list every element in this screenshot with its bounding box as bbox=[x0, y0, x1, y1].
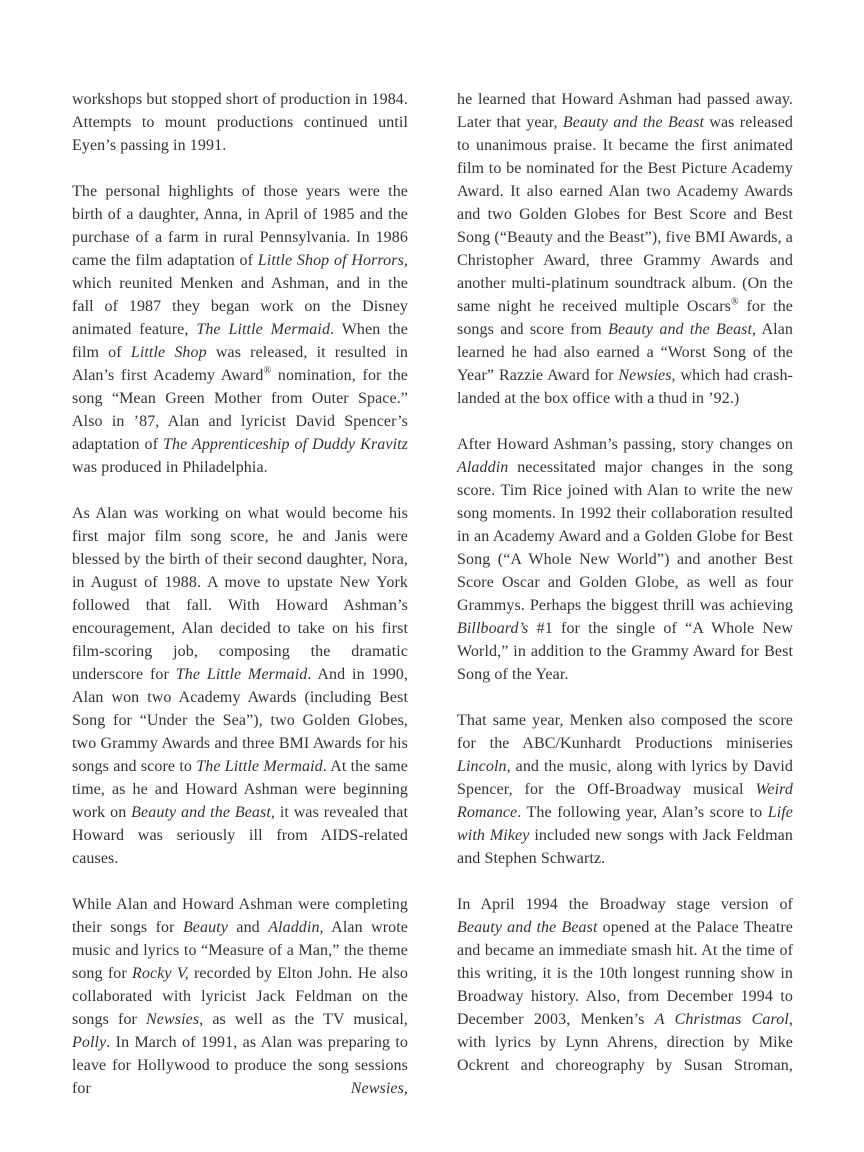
text-columns bbox=[72, 88, 793, 1100]
paragraph-while-alan-and-howard: While Alan and Howard Ashman were completing their songs for Beauty and Aladdin, Alan wrote music and lyrics to “Measure of a Man,” the theme song for Rocky V, recorded by Elton John. He also collaborated with lyricist Jack Feldman on the songs for Newsies, as well as the TV musical, Polly. In March of 1991, as Alan was preparing to leave for Hollywood to produce the song sessions for Newsies, bbox=[72, 896, 409, 1097]
paragraph-workshops: workshops but stopped short of production in 1984. Attempts to mount productions continued until Eyen’s passing in 1991. bbox=[72, 91, 408, 154]
paragraph-that-same-year: That same year, Menken also composed the score for the ABC/Kunhardt Productions miniseries Lincoln, and the music, along with lyrics by David Spencer, for the Off-Broadway musical Weird Romance. The following year, Alan’s score to Life with Mikey included new songs with Jack Feldman and Stephen Schwartz. bbox=[457, 712, 793, 867]
paragraph-after-howard-ashman: After Howard Ashman’s passing, story changes on Aladdin necessitated major changes in the song score. Tim Rice joined with Alan to write the new song moments. In 1992 their collaboration resulted in an Academy Award and a Golden Globe for Best Song (“A Whole New World”) and another Best Score Oscar and Golden Globe, as well as four Grammys. Perhaps the biggest thrill was achieving Billboard’s #1 for the single of “A Whole New World,” in addition to the Grammy Award for Best Song of the Year. bbox=[457, 436, 793, 683]
paragraph-personal-highlights: The personal highlights of those years were the birth of a daughter, Anna, in April of 1985 and the purchase of a farm in rural Pennsylvania. In 1986 came the film adaptation of Little Shop of Horrors, which reunited Menken and Ashman, and in the fall of 1987 they began work on the Disney animated feature, The Little Mermaid. When the film of Little Shop was released, it resulted in Alan’s first Academy Award® nomination, for the song “Mean Green Mother from Outer Space.” Also in ’87, Alan and lyricist David Spencer’s adaptation of The Apprenticeship of Duddy Kravitz was produced in Philadelphia. bbox=[72, 183, 408, 476]
text-column-left bbox=[72, 88, 408, 1100]
text-column-right bbox=[457, 88, 793, 1100]
paragraph-he-learned: he learned that Howard Ashman had passed away. Later that year, Beauty and the Beast was released to unanimous praise. It became the first animated film to be nominated for the Best Picture Academy Award. It also earned Alan two Academy Awards and two Golden Globes for Best Score and Best Song (“Beauty and the Beast”), five BMI Awards, a Christopher Award, three Grammy Awards and another multi-platinum soundtrack album. (On the same night he received multiple Oscars® for the songs and score from Beauty and the Beast, Alan learned he had also earned a “Worst Song of the Year” Razzie Award for Newsies, which had crash-landed at the box office with a thud in ’92.) bbox=[457, 91, 794, 407]
paragraph-as-alan-was-working: As Alan was working on what would become his first major film song score, he and Janis were blessed by the birth of their second daughter, Nora, in August of 1988. A move to upstate New York followed that fall. With Howard Ashman’s encouragement, Alan decided to take on his first film-scoring job, composing the dramatic underscore for The Little Mermaid. And in 1990, Alan won two Academy Awards (including Best Song for “Under the Sea”), two Golden Globes, two Grammy Awards and three BMI Awards for his songs and score to The Little Mermaid. At the same time, as he and Howard Ashman were beginning work on Beauty and the Beast, it was revealed that Howard was seriously ill from AIDS-related causes. bbox=[72, 505, 409, 867]
paragraph-in-april-1994: In April 1994 the Broadway stage version of Beauty and the Beast opened at the Palace Theatre and became an immediate smash hit. At the time of this writing, it is the 10th longest running show in Broadway history. Also, from December 1994 to December 2003, Menken’s A Christmas Carol, with lyrics by Lynn Ahrens, direction by Mike Ockrent and choreography by Susan Stroman, bbox=[457, 896, 794, 1074]
